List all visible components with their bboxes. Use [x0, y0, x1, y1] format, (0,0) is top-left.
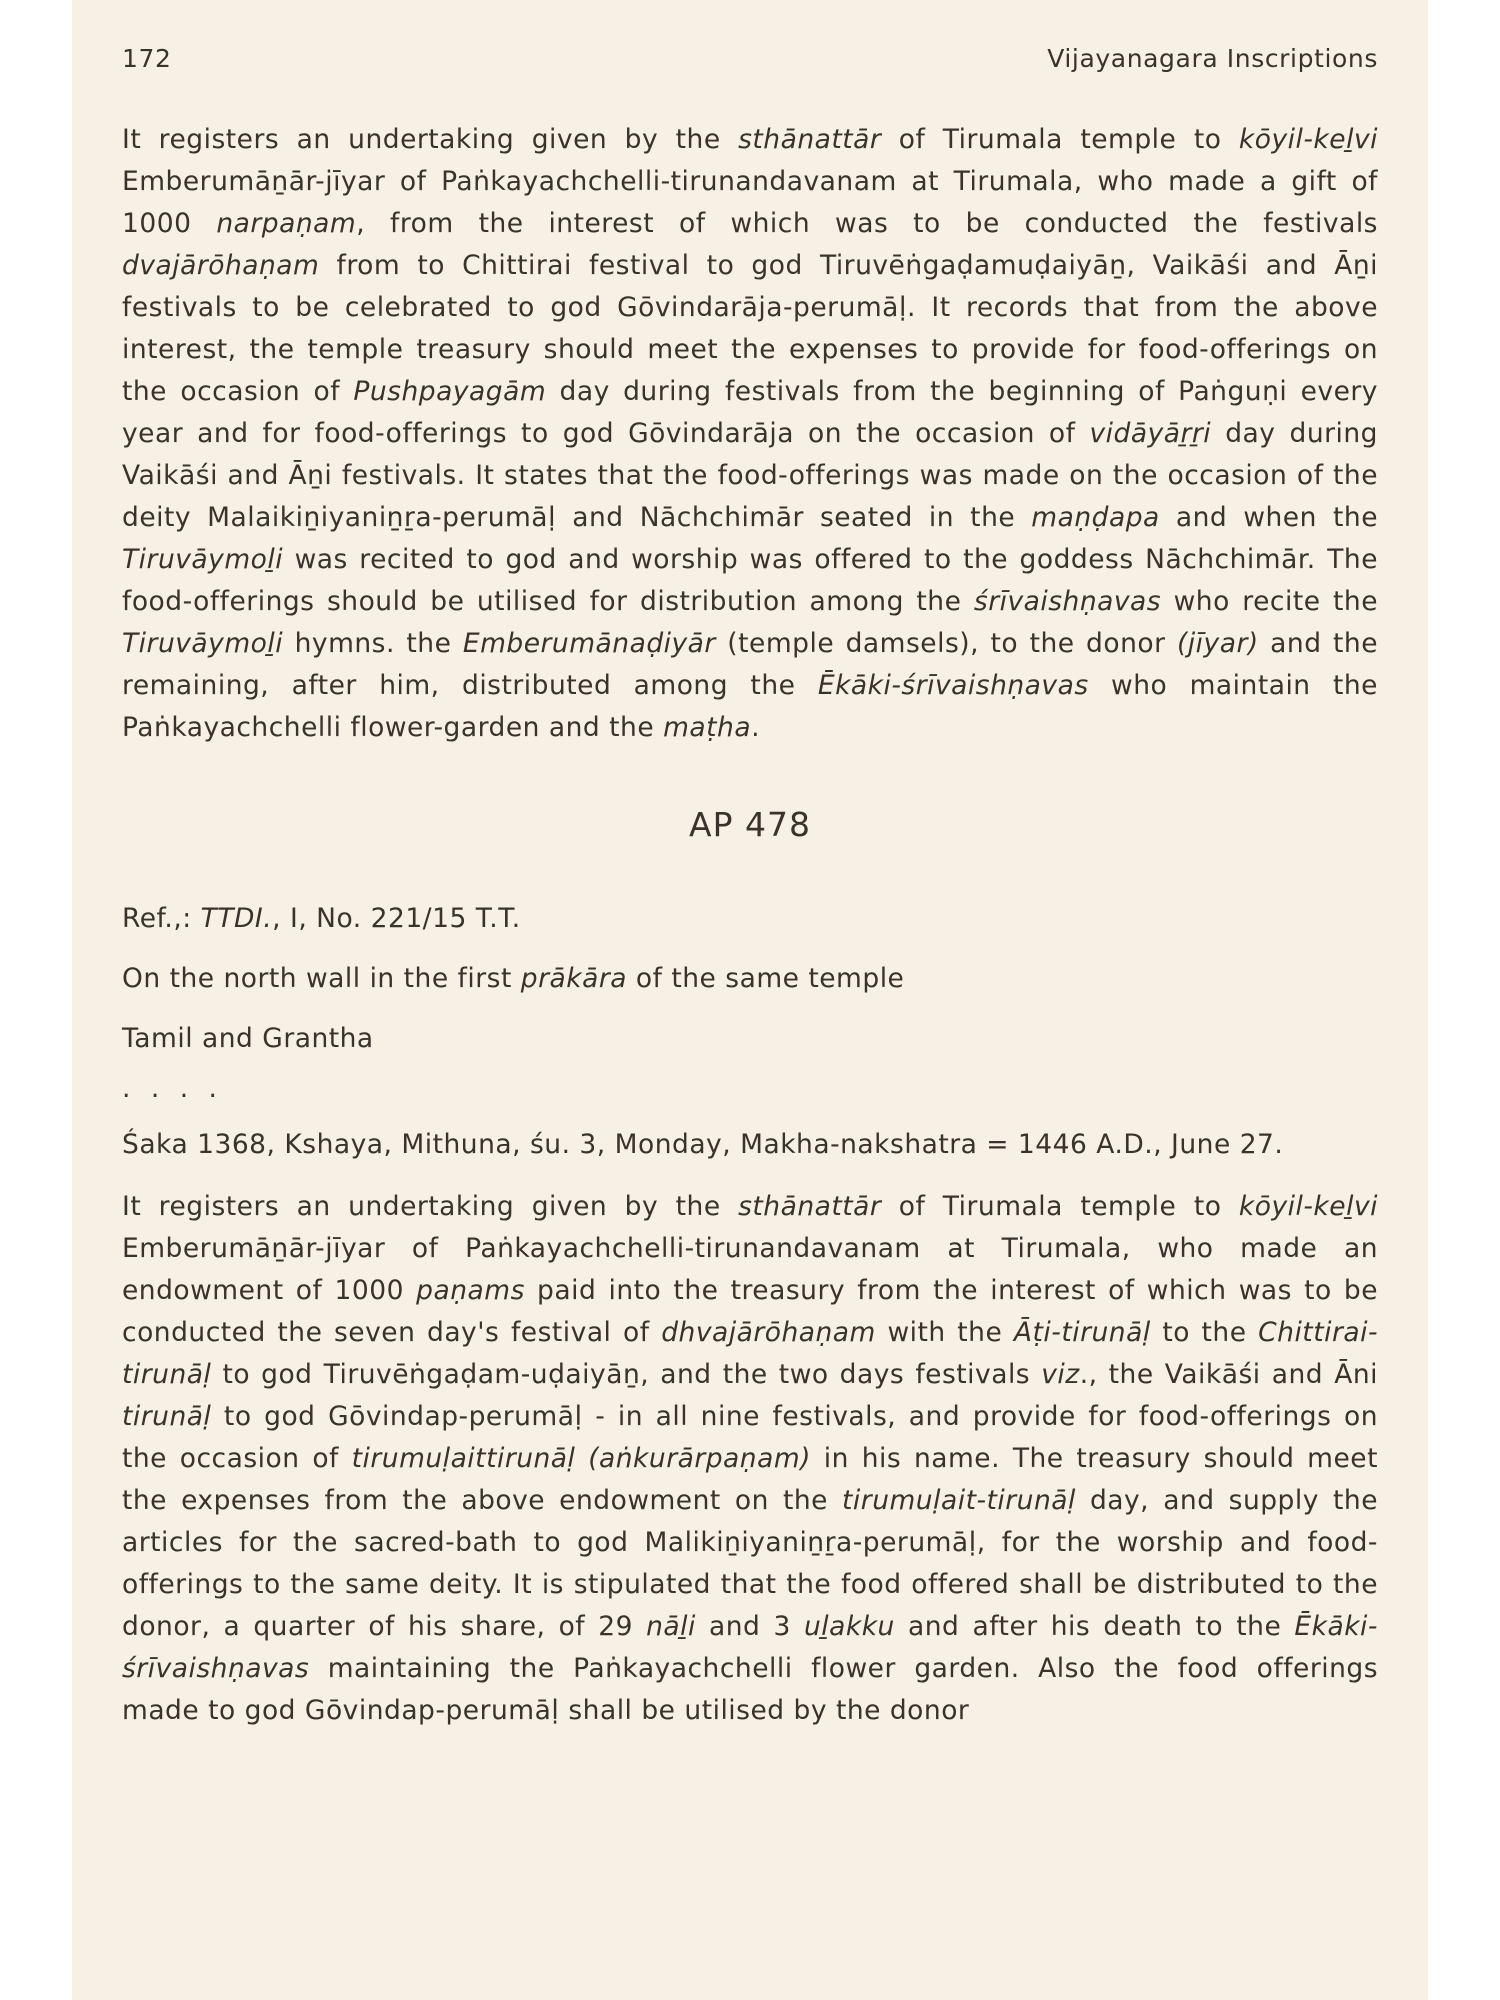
running-title: Vijayanagara Inscriptions: [1047, 44, 1378, 73]
record-heading: AP 478: [689, 805, 811, 844]
paragraph-1: It registers an undertaking given by the sthānattār of Tirumala temple to kōyil-keḻvi Emberumāṉār-jīyar of Paṅkayachchelli-tirunandavanam at Tirumala, who made a gift of 1000 narpaṇam, from the interest of which was to be conducted the festivals dvajārōhaṇam from to Chittirai festival to god Tiruvēṅgaḍamuḍaiyāṉ, Vaikāśi and Āṉi festivals to be celebrated to god Gōvindarāja-perumāḷ. It records that from the above interest, the temple treasury should meet the expenses to provide for food-offerings on the occasion of Pushpayagām day during festivals from the beginning of Paṅguṇi every year and for food-offerings to god Gōvindarāja on the occasion of vidāyāṟṟi day during Vaikāśi and Āṉi festivals. It states that the food-offerings was made on the occasion of the deity Malaikiṉiyaniṉṟa-perumāḷ and Nāchchimār seated in the maṇḍapa and when the Tiruvāymoḻi was recited to god and worship was offered to the goddess Nāchchimār. The food-offerings should be utilised for distribution among the śrīvaishṇavas who recite the Tiruvāymoḻi hymns. the Emberumānaḍiyār (temple damsels), to the donor (jīyar) and the remaining, after him, distributed among the Ēkāki-śrīvaishṇavas who maintain the Paṅkayachchelli flower-garden and the maṭha.: [122, 124, 1379, 743]
ellipsis: . . . .: [122, 1073, 223, 1104]
scanned-page: [72, 0, 1428, 2000]
page-number: 172: [122, 44, 172, 73]
language-line: Tamil and Grantha: [122, 1023, 374, 1054]
reference-line: Ref.,: TTDI., I, No. 221/15 T.T.: [122, 903, 521, 934]
paragraph-2: It registers an undertaking given by the sthānattār of Tirumala temple to kōyil-keḻvi Emberumāṉār-jīyar of Paṅkayachchelli-tirunandavanam at Tirumala, who made an endowment of 1000 paṇams paid into the treasury from the interest of which was to be conducted the seven day's festival of dhvajārōhaṇam with the Āṭi-tirunāḷ to the Chittirai-tirunāḷ to god Tiruvēṅgaḍam-uḍaiyāṉ, and the two days festivals viz., the Vaikāśi and Āni tirunāḷ to god Gōvindap-perumāḷ - in all nine festivals, and provide for food-offerings on the occasion of tirumuḷaittirunāḷ (aṅkurārpaṇam) in his name. The treasury should meet the expenses from the above endowment on the tirumuḷait-tirunāḷ day, and supply the articles for the sacred-bath to god Malikiṉiyaniṉṟa-perumāḷ, for the worship and food-offerings to the same deity. It is stipulated that the food offered shall be distributed to the donor, a quarter of his share, of 29 nāḻi and 3 uḻakku and after his death to the Ēkāki-śrīvaishṇavas maintaining the Paṅkayachchelli flower garden. Also the food offerings made to god Gōvindap-perumāḷ shall be utilised by the donor: [122, 1191, 1379, 1726]
date-line: Śaka 1368, Kshaya, Mithuna, śu. 3, Monday, Makha-nakshatra = 1446 A.D., June 27.: [122, 1129, 1284, 1160]
location-line: On the north wall in the first prākāra of the same temple: [122, 963, 905, 994]
page-header: [122, 44, 1378, 73]
